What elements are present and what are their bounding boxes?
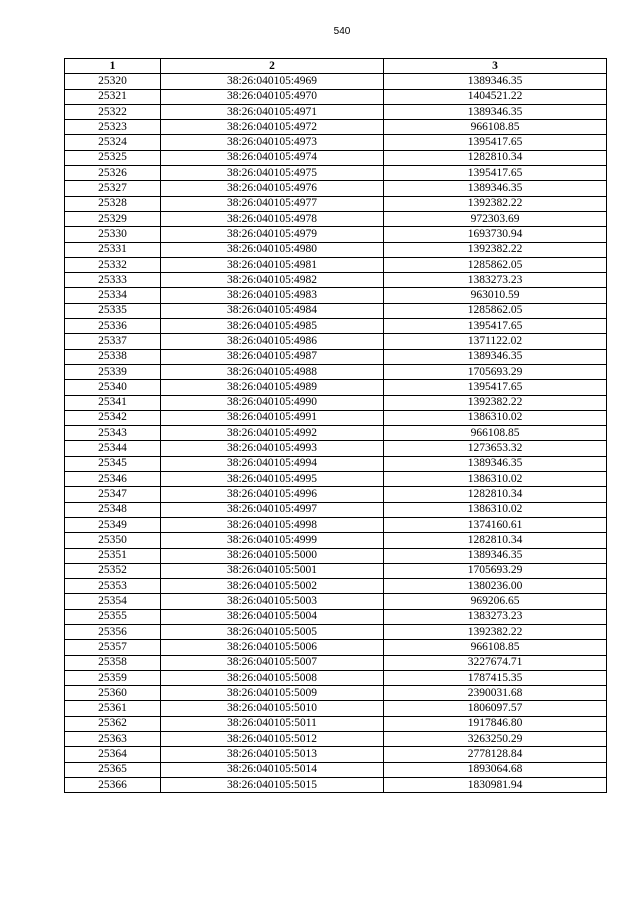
cell-cadastral-number: 38:26:040105:4978 — [161, 211, 384, 226]
cell-value: 1705693.29 — [384, 364, 607, 379]
table-body — [65, 74, 607, 793]
cell-row-number: 25349 — [65, 517, 161, 532]
cell-cadastral-number: 38:26:040105:4985 — [161, 319, 384, 334]
cell-value: 1693730.94 — [384, 227, 607, 242]
cell-row-number: 25330 — [65, 227, 161, 242]
cell-value: 969206.65 — [384, 594, 607, 609]
cell-row-number: 25340 — [65, 380, 161, 395]
cell-value: 1395417.65 — [384, 166, 607, 181]
cell-value: 1383273.23 — [384, 609, 607, 624]
cell-row-number: 25346 — [65, 472, 161, 487]
cell-value: 1395417.65 — [384, 319, 607, 334]
cell-value: 1285862.05 — [384, 303, 607, 318]
table-row — [65, 74, 607, 89]
cell-row-number: 25358 — [65, 655, 161, 670]
cell-value: 3263250.29 — [384, 732, 607, 747]
table-row — [65, 609, 607, 624]
cell-row-number: 25341 — [65, 395, 161, 410]
cell-row-number: 25333 — [65, 273, 161, 288]
cell-value: 1285862.05 — [384, 257, 607, 272]
table-row — [65, 120, 607, 135]
cell-cadastral-number: 38:26:040105:5008 — [161, 670, 384, 685]
cell-cadastral-number: 38:26:040105:4991 — [161, 410, 384, 425]
table-row — [65, 380, 607, 395]
cell-cadastral-number: 38:26:040105:5005 — [161, 624, 384, 639]
cell-cadastral-number: 38:26:040105:4974 — [161, 150, 384, 165]
cell-value: 1380236.00 — [384, 579, 607, 594]
cell-row-number: 25361 — [65, 701, 161, 716]
cell-value: 1705693.29 — [384, 563, 607, 578]
table-row — [65, 548, 607, 563]
table-row — [65, 349, 607, 364]
cell-value: 1395417.65 — [384, 380, 607, 395]
cell-row-number: 25334 — [65, 288, 161, 303]
cell-row-number: 25335 — [65, 303, 161, 318]
table-row — [65, 517, 607, 532]
cell-row-number: 25326 — [65, 166, 161, 181]
cell-value: 1389346.35 — [384, 349, 607, 364]
cell-value: 1806097.57 — [384, 701, 607, 716]
cell-value: 966108.85 — [384, 640, 607, 655]
cell-cadastral-number: 38:26:040105:4972 — [161, 120, 384, 135]
cell-value: 963010.59 — [384, 288, 607, 303]
table-row — [65, 640, 607, 655]
table-row — [65, 135, 607, 150]
cell-row-number: 25360 — [65, 686, 161, 701]
table-row — [65, 701, 607, 716]
table-row — [65, 732, 607, 747]
table-row — [65, 777, 607, 792]
cell-row-number: 25337 — [65, 334, 161, 349]
cell-row-number: 25322 — [65, 104, 161, 119]
cell-row-number: 25364 — [65, 747, 161, 762]
table-row — [65, 670, 607, 685]
cell-row-number: 25327 — [65, 181, 161, 196]
cell-cadastral-number: 38:26:040105:4969 — [161, 74, 384, 89]
cell-row-number: 25344 — [65, 441, 161, 456]
table-row — [65, 319, 607, 334]
cell-value: 1917846.80 — [384, 716, 607, 731]
table-row — [65, 410, 607, 425]
cell-row-number: 25338 — [65, 349, 161, 364]
cell-row-number: 25328 — [65, 196, 161, 211]
page-number: 540 — [333, 26, 351, 37]
table-row — [65, 181, 607, 196]
table-row — [65, 334, 607, 349]
table-row — [65, 533, 607, 548]
cell-cadastral-number: 38:26:040105:4988 — [161, 364, 384, 379]
cell-cadastral-number: 38:26:040105:4979 — [161, 227, 384, 242]
cell-value: 1386310.02 — [384, 502, 607, 517]
cell-cadastral-number: 38:26:040105:5015 — [161, 777, 384, 792]
table-row — [65, 487, 607, 502]
table-row — [65, 166, 607, 181]
cell-value: 1392382.22 — [384, 196, 607, 211]
cell-value: 2390031.68 — [384, 686, 607, 701]
table-row — [65, 303, 607, 318]
cell-value: 1830981.94 — [384, 777, 607, 792]
cell-value: 1371122.02 — [384, 334, 607, 349]
cell-cadastral-number: 38:26:040105:5002 — [161, 579, 384, 594]
cell-cadastral-number: 38:26:040105:5004 — [161, 609, 384, 624]
cell-value: 966108.85 — [384, 426, 607, 441]
cell-cadastral-number: 38:26:040105:4975 — [161, 166, 384, 181]
cell-cadastral-number: 38:26:040105:5014 — [161, 762, 384, 777]
table-row — [65, 747, 607, 762]
cell-cadastral-number: 38:26:040105:4998 — [161, 517, 384, 532]
cell-value: 1395417.65 — [384, 135, 607, 150]
cell-cadastral-number: 38:26:040105:4990 — [161, 395, 384, 410]
cell-row-number: 25350 — [65, 533, 161, 548]
table-row — [65, 211, 607, 226]
cell-row-number: 25365 — [65, 762, 161, 777]
cell-value: 1386310.02 — [384, 472, 607, 487]
cell-value: 1386310.02 — [384, 410, 607, 425]
cell-cadastral-number: 38:26:040105:4982 — [161, 273, 384, 288]
cell-value: 1389346.35 — [384, 74, 607, 89]
table-row — [65, 227, 607, 242]
cell-row-number: 25336 — [65, 319, 161, 334]
cell-cadastral-number: 38:26:040105:5006 — [161, 640, 384, 655]
column-header-2: 2 — [161, 59, 384, 74]
cell-cadastral-number: 38:26:040105:5003 — [161, 594, 384, 609]
cell-row-number: 25323 — [65, 120, 161, 135]
cell-value: 1404521.22 — [384, 89, 607, 104]
cell-row-number: 25356 — [65, 624, 161, 639]
cell-value: 1374160.61 — [384, 517, 607, 532]
cell-value: 1392382.22 — [384, 242, 607, 257]
cell-cadastral-number: 38:26:040105:4984 — [161, 303, 384, 318]
cell-cadastral-number: 38:26:040105:4980 — [161, 242, 384, 257]
cell-value: 1392382.22 — [384, 624, 607, 639]
table-row — [65, 686, 607, 701]
table-row — [65, 655, 607, 670]
cell-cadastral-number: 38:26:040105:5000 — [161, 548, 384, 563]
cell-cadastral-number: 38:26:040105:4986 — [161, 334, 384, 349]
cell-row-number: 25363 — [65, 732, 161, 747]
cell-cadastral-number: 38:26:040105:5011 — [161, 716, 384, 731]
table-row — [65, 502, 607, 517]
table-row — [65, 563, 607, 578]
cell-value: 1787415.35 — [384, 670, 607, 685]
table-row — [65, 242, 607, 257]
cell-cadastral-number: 38:26:040105:4973 — [161, 135, 384, 150]
table-row — [65, 762, 607, 777]
cell-cadastral-number: 38:26:040105:4995 — [161, 472, 384, 487]
cell-cadastral-number: 38:26:040105:5007 — [161, 655, 384, 670]
table-row — [65, 579, 607, 594]
cell-cadastral-number: 38:26:040105:4989 — [161, 380, 384, 395]
cell-cadastral-number: 38:26:040105:4976 — [161, 181, 384, 196]
table-row — [65, 716, 607, 731]
cell-cadastral-number: 38:26:040105:5013 — [161, 747, 384, 762]
cell-value: 1893064.68 — [384, 762, 607, 777]
column-header-1: 1 — [65, 59, 161, 74]
cell-row-number: 25348 — [65, 502, 161, 517]
cell-value: 1392382.22 — [384, 395, 607, 410]
table-row — [65, 104, 607, 119]
table-row — [65, 89, 607, 104]
cell-value: 1389346.35 — [384, 548, 607, 563]
cell-value: 1389346.35 — [384, 104, 607, 119]
cell-row-number: 25359 — [65, 670, 161, 685]
cell-cadastral-number: 38:26:040105:4994 — [161, 456, 384, 471]
data-table — [64, 58, 607, 793]
table-row — [65, 624, 607, 639]
cell-cadastral-number: 38:26:040105:4983 — [161, 288, 384, 303]
cell-value: 1383273.23 — [384, 273, 607, 288]
cell-row-number: 25352 — [65, 563, 161, 578]
cell-row-number: 25362 — [65, 716, 161, 731]
cell-value: 1282810.34 — [384, 533, 607, 548]
cell-row-number: 25324 — [65, 135, 161, 150]
cell-row-number: 25343 — [65, 426, 161, 441]
table-row — [65, 456, 607, 471]
cell-row-number: 25353 — [65, 579, 161, 594]
table-row — [65, 594, 607, 609]
cell-value: 972303.69 — [384, 211, 607, 226]
cell-row-number: 25345 — [65, 456, 161, 471]
table-row — [65, 273, 607, 288]
cell-row-number: 25329 — [65, 211, 161, 226]
table-row — [65, 364, 607, 379]
cell-value: 1282810.34 — [384, 150, 607, 165]
cell-row-number: 25332 — [65, 257, 161, 272]
table-row — [65, 426, 607, 441]
cell-row-number: 25321 — [65, 89, 161, 104]
cell-cadastral-number: 38:26:040105:5012 — [161, 732, 384, 747]
cell-row-number: 25357 — [65, 640, 161, 655]
cell-cadastral-number: 38:26:040105:5001 — [161, 563, 384, 578]
table-row — [65, 196, 607, 211]
table-row — [65, 288, 607, 303]
header-row — [65, 59, 607, 74]
cell-row-number: 25355 — [65, 609, 161, 624]
cell-value: 966108.85 — [384, 120, 607, 135]
cell-cadastral-number: 38:26:040105:4970 — [161, 89, 384, 104]
cell-cadastral-number: 38:26:040105:4977 — [161, 196, 384, 211]
cell-cadastral-number: 38:26:040105:4992 — [161, 426, 384, 441]
cell-cadastral-number: 38:26:040105:4997 — [161, 502, 384, 517]
cell-cadastral-number: 38:26:040105:4999 — [161, 533, 384, 548]
cell-cadastral-number: 38:26:040105:5010 — [161, 701, 384, 716]
cell-cadastral-number: 38:26:040105:4993 — [161, 441, 384, 456]
cell-cadastral-number: 38:26:040105:4971 — [161, 104, 384, 119]
cell-row-number: 25339 — [65, 364, 161, 379]
cell-row-number: 25354 — [65, 594, 161, 609]
cell-row-number: 25347 — [65, 487, 161, 502]
cell-row-number: 25351 — [65, 548, 161, 563]
cell-value: 2778128.84 — [384, 747, 607, 762]
cell-row-number: 25331 — [65, 242, 161, 257]
cell-value: 3227674.71 — [384, 655, 607, 670]
cell-cadastral-number: 38:26:040105:4987 — [161, 349, 384, 364]
table-header — [65, 59, 607, 74]
cell-value: 1389346.35 — [384, 181, 607, 196]
table-row — [65, 395, 607, 410]
table-row — [65, 472, 607, 487]
table-row — [65, 150, 607, 165]
table-row — [65, 257, 607, 272]
cell-row-number: 25325 — [65, 150, 161, 165]
cell-value: 1282810.34 — [384, 487, 607, 502]
cell-value: 1389346.35 — [384, 456, 607, 471]
cell-row-number: 25320 — [65, 74, 161, 89]
cell-value: 1273653.32 — [384, 441, 607, 456]
cell-row-number: 25366 — [65, 777, 161, 792]
cell-cadastral-number: 38:26:040105:4996 — [161, 487, 384, 502]
column-header-3: 3 — [384, 59, 607, 74]
cell-cadastral-number: 38:26:040105:5009 — [161, 686, 384, 701]
cell-row-number: 25342 — [65, 410, 161, 425]
table-row — [65, 441, 607, 456]
cell-cadastral-number: 38:26:040105:4981 — [161, 257, 384, 272]
